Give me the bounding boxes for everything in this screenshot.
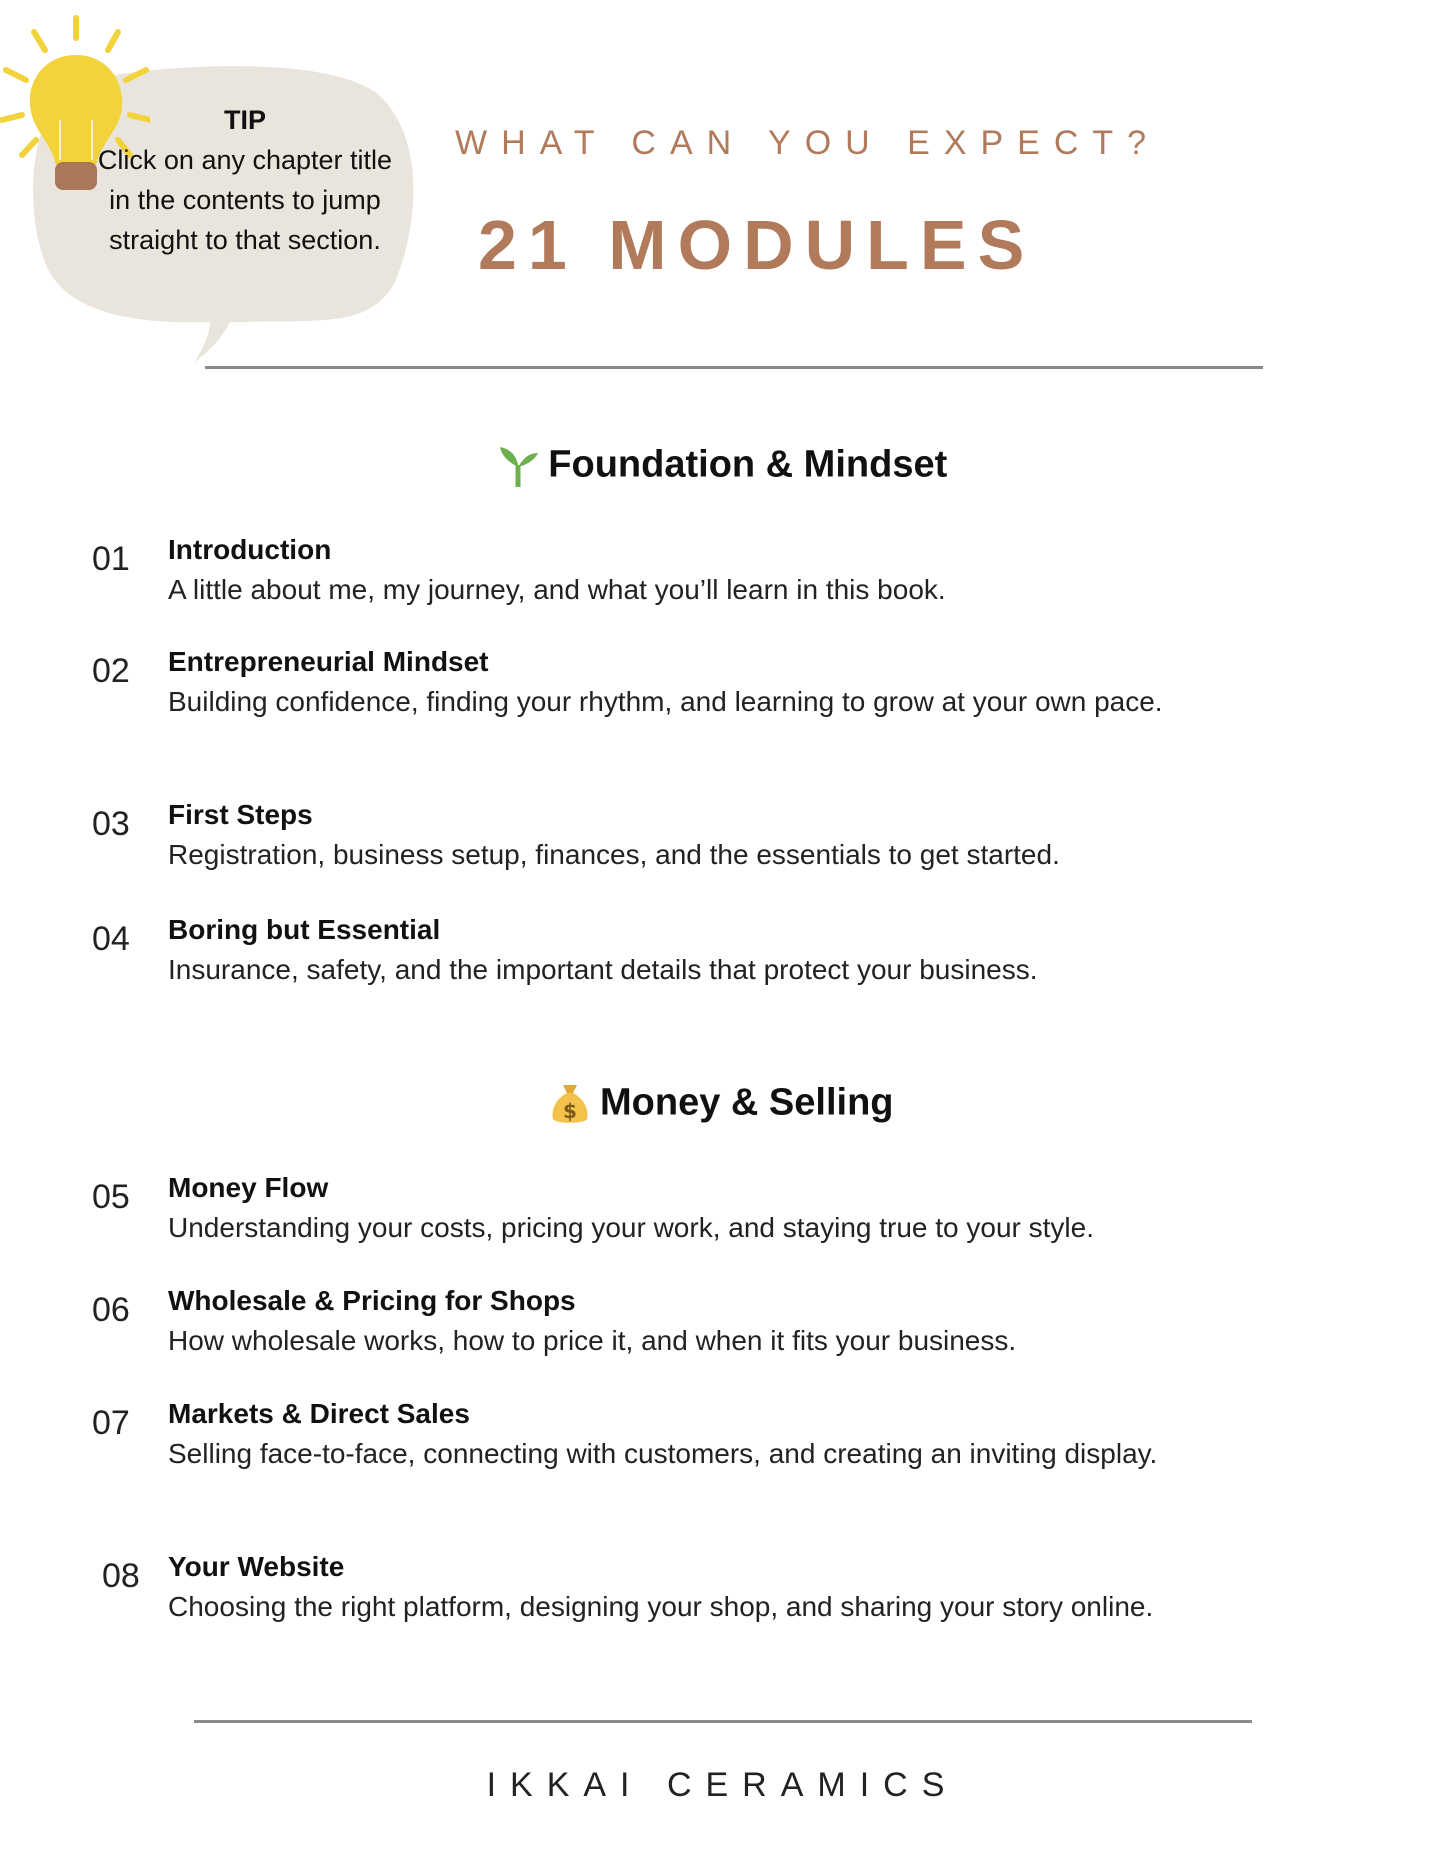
module-number: 01: [92, 540, 130, 578]
module-title-link[interactable]: Your Website: [168, 1551, 345, 1582]
divider: [205, 366, 1263, 369]
tip-title: TIP: [223, 105, 266, 135]
module-description: Choosing the right platform, designing your shop, and sharing your story online.: [168, 1591, 1154, 1622]
module-title-link[interactable]: First Steps: [168, 799, 313, 830]
module-number: 07: [92, 1404, 130, 1442]
footer-divider: [194, 1720, 1252, 1723]
module-description: Selling face-to-face, connecting with customers, and creating an inviting display.: [168, 1438, 1158, 1469]
footer-brand: IKKAI CERAMICS: [486, 1766, 959, 1804]
module-description: How wholesale works, how to price it, and when it fits your business.: [168, 1325, 1017, 1356]
money-bag-icon: [551, 1081, 589, 1125]
module-title-link[interactable]: Entrepreneurial Mindset: [168, 646, 489, 677]
section-title: Foundation & Mindset: [548, 443, 948, 486]
module-number: 05: [92, 1178, 130, 1216]
tip-text: Click on any chapter title in the contents to jump straight to that section.: [97, 145, 393, 255]
module-number: 06: [92, 1291, 130, 1329]
module-description: Building confidence, finding your rhythm, and learning to grow at your own pace.: [168, 686, 1163, 717]
svg-text:$: $: [563, 1098, 578, 1123]
module-number: 08: [102, 1557, 140, 1595]
module-title-link[interactable]: Boring but Essential: [168, 914, 441, 945]
module-title-link[interactable]: Markets & Direct Sales: [168, 1398, 470, 1429]
tip-callout: [95, 100, 395, 260]
module-number: 04: [92, 920, 130, 958]
module-number: 02: [92, 652, 130, 690]
module-title-link[interactable]: Introduction: [168, 534, 332, 565]
page-kicker: WHAT CAN YOU EXPECT?: [455, 124, 1161, 162]
module-title-link[interactable]: Wholesale & Pricing for Shops: [168, 1285, 576, 1316]
module-description: Insurance, safety, and the important details that protect your business.: [168, 954, 1038, 985]
section-title: Money & Selling: [600, 1081, 894, 1124]
section-heading-money: [0, 1080, 1445, 1125]
module-description: Understanding your costs, pricing your work, and staying true to your style.: [168, 1212, 1094, 1243]
section-heading-foundation: [0, 442, 1445, 487]
module-description: Registration, business setup, finances, and the essentials to get started.: [168, 839, 1060, 870]
module-title-link[interactable]: Money Flow: [168, 1172, 329, 1203]
seedling-icon: [498, 443, 538, 487]
page-title: 21 MODULES: [478, 206, 1036, 284]
module-number: 03: [92, 805, 130, 843]
module-description: A little about me, my journey, and what you’ll learn in this book.: [168, 574, 946, 605]
